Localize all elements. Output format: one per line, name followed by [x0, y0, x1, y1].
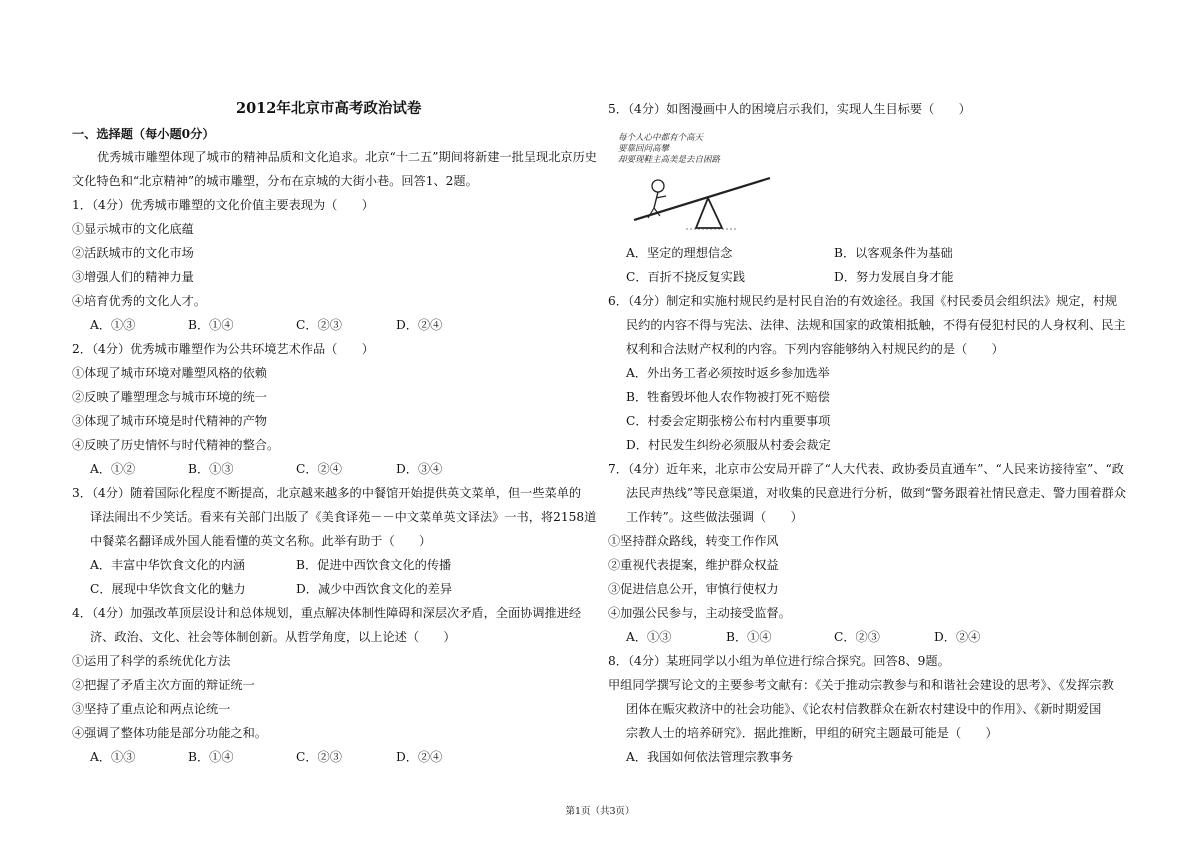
- question-7-line-2: 法民声热线”等民意渠道，对收集的民意进行分析，做到“警务跟着社情民意走、警力围着群众: [626, 486, 1126, 500]
- q7-option-b[interactable]: B．①④: [726, 630, 772, 644]
- q2-option-b[interactable]: B．①③: [188, 462, 234, 476]
- question-8-line-2: 团体在赈灾救济中的社会功能》、《论农村信教群众在新农村建设中的作用》、《新时期爱国: [626, 702, 1102, 716]
- q8-option-a[interactable]: A．我国如何依法管理宗教事务: [626, 750, 794, 764]
- q2-option-a[interactable]: A．①②: [90, 462, 136, 476]
- question-7-statement-3: ③促进信息公开，审慎行使权力: [608, 582, 779, 596]
- intro-line-2: 文化特色和“北京精神”的城市雕塑，分布在京城的大街小巷。回答1、2题。: [72, 174, 478, 188]
- page-title: 2012年北京市高考政治试卷: [236, 100, 422, 117]
- question-4-statement-4: ④强调了整体功能是部分功能之和。: [72, 726, 267, 740]
- section-heading: 一、选择题（每小题0分）: [72, 127, 215, 141]
- question-3-line-1: 3．（4分）随着国际化程度不断提高，北京越来越多的中餐馆开始提供英文菜单，但一些菜单的: [72, 486, 582, 500]
- q7-option-d[interactable]: D．②④: [934, 630, 981, 644]
- cartoon-image: [616, 128, 772, 232]
- question-7-statement-1: ①坚持群众路线，转变工作作风: [608, 534, 779, 548]
- question-3-line-2: 译法闹出不少笑话。看来有关部门出版了《美食译苑－－中文菜单英文译法》一书，将2158道: [90, 510, 597, 524]
- question-2-statement-2: ②反映了雕塑理念与城市环境的统一: [72, 390, 267, 404]
- question-8: 8．（4分）某班同学以小组为单位进行综合探究。回答8、9题。: [608, 654, 950, 668]
- question-1-statement-1: ①显示城市的文化底蕴: [72, 222, 194, 236]
- question-1-statement-3: ③增强人们的精神力量: [72, 270, 194, 284]
- q5-option-a[interactable]: A．坚定的理想信念: [626, 246, 733, 260]
- question-4-statement-2: ②把握了矛盾主次方面的辩证统一: [72, 678, 255, 692]
- q3-option-d[interactable]: D．减少中西饮食文化的差异: [296, 582, 453, 596]
- q6-option-c[interactable]: C．村委会定期张榜公布村内重要事项: [626, 414, 831, 428]
- cartoon-caption-2: 要靠回问高攀: [618, 144, 670, 154]
- q5-option-d[interactable]: D．努力发展自身才能: [834, 270, 954, 284]
- question-6-line-2: 民约的内容不得与宪法、法律、法规和国家的政策相抵触，不得有侵犯村民的人身权利、民主: [626, 318, 1126, 332]
- man-body: [654, 192, 658, 208]
- question-8-line-3: 宗教人士的培养研究》．据此推断，甲组的研究主题最可能是（ ）: [626, 726, 998, 740]
- question-4-statement-3: ③坚持了重点论和两点论统一: [72, 702, 231, 716]
- question-4-line-1: 4．（4分）加强改革顶层设计和总体规划，重点解决体制性障碍和深层次矛盾，全面协调推进经: [72, 606, 582, 620]
- question-4-line-2: 济、政治、文化、社会等体制创新。从哲学角度，以上论述（ ）: [90, 630, 456, 644]
- q7-option-a[interactable]: A．①③: [626, 630, 672, 644]
- question-4-statement-1: ①运用了科学的系统优化方法: [72, 654, 231, 668]
- question-6-line-3: 权利和合法财产权利的内容。下列内容能够纳入村规民约的是（ ）: [626, 342, 1004, 356]
- q5-option-b[interactable]: B．以客观条件为基础: [834, 246, 953, 260]
- q1-option-b[interactable]: B．①④: [188, 318, 234, 332]
- q1-option-d[interactable]: D．②④: [396, 318, 443, 332]
- question-3-line-3: 中餐菜名翻译成外国人能看懂的英文名称。此举有助于（ ）: [90, 534, 432, 548]
- q3-option-b[interactable]: B．促进中西饮食文化的传播: [296, 558, 452, 572]
- q3-option-a[interactable]: A．丰富中华饮食文化的内涵: [90, 558, 246, 572]
- q6-option-d[interactable]: D．村民发生纠纷必须服从村委会裁定: [626, 438, 831, 452]
- seesaw-fulcrum: [696, 198, 722, 228]
- q7-option-c[interactable]: C．②③: [834, 630, 880, 644]
- q1-option-a[interactable]: A．①③: [90, 318, 136, 332]
- page-footer: 第1页（共3页）: [565, 806, 635, 817]
- intro-line-1: 优秀城市雕塑体现了城市的精神品质和文化追求。北京“十二五”期间将新建一批呈现北京历史: [97, 150, 597, 164]
- question-7-statement-4: ④加强公民参与，主动接受监督。: [608, 606, 791, 620]
- q4-option-d[interactable]: D．②④: [396, 750, 443, 764]
- q6-option-b[interactable]: B．牲畜毁坏他人农作物被打死不赔偿: [626, 390, 830, 404]
- question-2: 2．（4分）优秀城市雕塑作为公共环境艺术作品（ ）: [72, 342, 374, 356]
- question-1-statement-2: ②活跃城市的文化市场: [72, 246, 194, 260]
- q5-option-c[interactable]: C．百折不挠反复实践: [626, 270, 746, 284]
- question-2-statement-3: ③体现了城市环境是时代精神的产物: [72, 414, 267, 428]
- cartoon-caption-3: 却要现鞋主高美是去自困路: [618, 155, 721, 165]
- question-1: 1．（4分）优秀城市雕塑的文化价值主要表现为（ ）: [72, 198, 374, 212]
- q4-option-c[interactable]: C．②③: [296, 750, 342, 764]
- question-2-statement-4: ④反映了历史情怀与时代精神的整合。: [72, 438, 280, 452]
- man-head: [652, 180, 664, 192]
- question-1-statement-4: ④培育优秀的文化人才。: [72, 294, 207, 308]
- q1-option-c[interactable]: C．②③: [296, 318, 342, 332]
- q2-option-c[interactable]: C．②④: [296, 462, 342, 476]
- q6-option-a[interactable]: A．外出务工者必须按时返乡参加选举: [626, 366, 830, 380]
- q2-option-d[interactable]: D．③④: [396, 462, 443, 476]
- question-7-line-3: 工作转”。这些做法强调（ ）: [626, 510, 803, 524]
- q4-option-a[interactable]: A．①③: [90, 750, 136, 764]
- question-8-line-1: 甲组同学撰写论文的主要参考文献有：《关于推动宗教参与和和谐社会建设的思考》、《发挥宗教: [608, 678, 1114, 692]
- q4-option-b[interactable]: B．①④: [188, 750, 234, 764]
- question-2-statement-1: ①体现了城市环境对雕塑风格的依赖: [72, 366, 267, 380]
- question-7-statement-2: ②重视代表提案，维护群众权益: [608, 558, 779, 572]
- question-7-line-1: 7．（4分）近年来，北京市公安局开辟了“人大代表、政协委员直通车”、“人民来访接待室”、“政: [608, 462, 1124, 476]
- q3-option-c[interactable]: C．展现中华饮食文化的魅力: [90, 582, 246, 596]
- cartoon-caption-1: 每个人心中都有个高天: [618, 133, 704, 143]
- question-5: 5．（4分）如图漫画中人的困境启示我们，实现人生目标要（ ）: [608, 102, 971, 116]
- question-6-line-1: 6．（4分）制定和实施村规民约是村民自治的有效途径。我国《村民委员会组织法》规定，村规: [608, 294, 1118, 308]
